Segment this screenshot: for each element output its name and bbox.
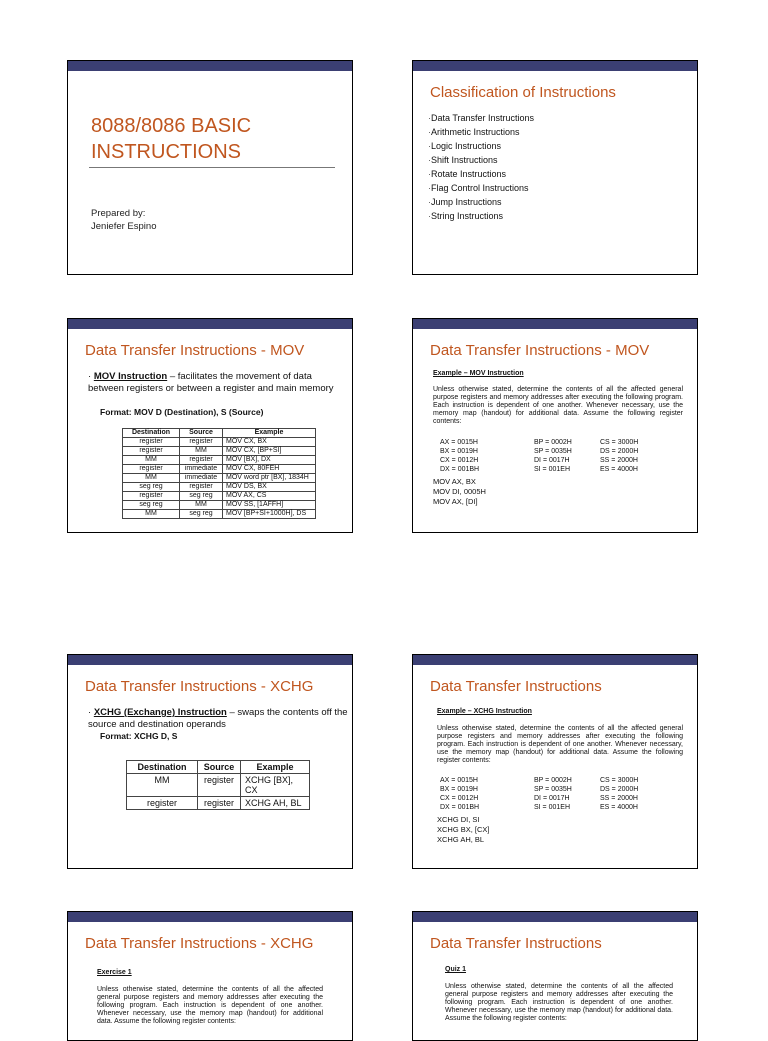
mov-term: MOV Instruction — [93, 371, 168, 382]
cell: XCHG [BX], CX — [241, 774, 310, 797]
cell: register — [123, 438, 180, 447]
register-value: BX = 0019H — [440, 448, 478, 455]
register-value: CX = 0012H — [440, 457, 479, 464]
cell: register — [180, 456, 223, 465]
cell: immediate — [180, 465, 223, 474]
cell: MM — [180, 447, 223, 456]
classification-list — [428, 111, 534, 223]
list-item: · Rotate Instructions — [428, 167, 534, 181]
mov-description: · MOV Instruction – facilitates the movement of data between registers or between a register and main memory — [88, 371, 334, 394]
register-value: SP = 0035H — [534, 786, 572, 793]
cell: seg reg — [180, 492, 223, 501]
table-row — [123, 447, 316, 456]
cell: MOV CX, [BP+SI] — [223, 447, 316, 456]
register-value: DI = 0017H — [534, 457, 570, 464]
register-value: BX = 0019H — [440, 786, 478, 793]
main-title — [91, 113, 251, 165]
register-col-1 — [440, 438, 479, 474]
exercise-heading: Exercise 1 — [97, 969, 132, 976]
cell: register — [198, 774, 241, 797]
col-header: Example — [241, 761, 310, 774]
example-heading: Example – MOV Instruction — [433, 370, 524, 377]
cell: register — [180, 483, 223, 492]
prepared-by-label: Prepared by: — [91, 208, 146, 219]
cell: register — [180, 438, 223, 447]
table-row — [123, 501, 316, 510]
register-value: DI = 0017H — [534, 795, 570, 802]
table-row — [127, 797, 310, 810]
register-value: AX = 0015H — [440, 439, 478, 446]
register-value: SP = 0035H — [534, 448, 572, 455]
instruction-list — [433, 477, 486, 507]
slide-title-text: Data Transfer Instructions - XCHG — [85, 935, 314, 952]
mov-desc-text: – facilitates the movement of data between registers or between a register and main memory — [88, 371, 334, 394]
cell: MM — [123, 474, 180, 483]
cell: immediate — [180, 474, 223, 483]
slide-xchg-example — [412, 654, 698, 869]
register-col-1 — [440, 776, 479, 812]
xchg-table — [126, 760, 310, 810]
table-row — [127, 774, 310, 797]
slide-title-text: Data Transfer Instructions - MOV — [85, 342, 305, 359]
table-row — [123, 483, 316, 492]
cell: MOV [BP+SI+1000H], DS — [223, 510, 316, 519]
slide-title-text: Data Transfer Instructions - XCHG — [85, 678, 314, 695]
register-value: SS = 2000H — [600, 457, 638, 464]
table-row — [123, 438, 316, 447]
mov-format: Format: MOV D (Destination), S (Source) — [100, 407, 264, 417]
register-col-3 — [600, 438, 638, 474]
list-item: · Data Transfer Instructions — [428, 111, 534, 125]
instruction-line: XCHG BX, [CX] — [437, 825, 490, 834]
list-item: · Shift Instructions — [428, 153, 534, 167]
author-block — [91, 207, 156, 233]
cell: register — [123, 447, 180, 456]
list-item: · Logic Instructions — [428, 139, 534, 153]
cell: register — [123, 465, 180, 474]
cell: MOV CX, 80FEH — [223, 465, 316, 474]
register-value: SI = 001EH — [534, 466, 570, 473]
table-row — [123, 456, 316, 465]
cell: XCHG AH, BL — [241, 797, 310, 810]
quiz-heading: Quiz 1 — [445, 966, 467, 973]
instruction-list — [437, 815, 490, 845]
register-value: ES = 4000H — [600, 466, 638, 473]
slide-exercise — [67, 911, 353, 1041]
slide-title-text: Data Transfer Instructions — [430, 678, 602, 695]
col-header: Source — [198, 761, 241, 774]
cell: MOV DS, BX — [223, 483, 316, 492]
main-title-line2: INSTRUCTIONS — [91, 141, 241, 163]
slide-title-text: Data Transfer Instructions — [430, 935, 602, 952]
cell: MOV [BX], DX — [223, 456, 316, 465]
col-header: Destination — [127, 761, 198, 774]
slide-mov-example — [412, 318, 698, 533]
table-row — [123, 510, 316, 519]
example-heading: Example – XCHG Instruction — [437, 708, 532, 715]
slide-title-text: Classification of Instructions — [430, 84, 616, 101]
slide-quiz — [412, 911, 698, 1041]
cell: MM — [180, 501, 223, 510]
register-value: BP = 0002H — [534, 439, 572, 446]
slide-title-text: Data Transfer Instructions - MOV — [430, 342, 650, 359]
cell: register — [198, 797, 241, 810]
register-value: DS = 2000H — [600, 786, 639, 793]
cell: seg reg — [123, 483, 180, 492]
cell: MOV CX, BX — [223, 438, 316, 447]
quiz-text: Unless otherwise stated, determine the contents of all the affected general purpose registers and memory addresses after executing the following program. Each instruction is dependent of one another. Whenever necessary, use the memory map (handout) for additional data. Assume the following register contents: — [445, 983, 673, 1022]
title-divider — [89, 167, 335, 168]
exercise-text: Unless otherwise stated, determine the contents of all the affected general purpose registers and memory addresses after executing the following program. Each instruction is dependent of one another. Whenever necessary, use the memory map (handout) for additional data. Assume the following register contents: — [97, 986, 323, 1025]
register-value: SI = 001EH — [534, 804, 570, 811]
register-value: BP = 0002H — [534, 777, 572, 784]
list-item: · Arithmetic Instructions — [428, 125, 534, 139]
cell: MM — [123, 510, 180, 519]
instruction-line: MOV AX, [DI] — [433, 497, 478, 506]
table-header-row — [123, 429, 316, 438]
cell: register — [123, 492, 180, 501]
register-value: CS = 3000H — [600, 777, 639, 784]
table-row — [123, 465, 316, 474]
col-header: Source — [180, 429, 223, 438]
register-value: SS = 2000H — [600, 795, 638, 802]
main-title-line1: 8088/8086 BASIC — [91, 115, 252, 137]
author-name: Jeniefer Espino — [91, 221, 157, 232]
cell: MOV AX, CS — [223, 492, 316, 501]
list-item: · Flag Control Instructions — [428, 181, 534, 195]
register-value: DX = 001BH — [440, 804, 480, 811]
col-header: Example — [223, 429, 316, 438]
example-text: Unless otherwise stated, determine the contents of all the affected general purpose registers and memory addresses after executing the following program. Each instruction is dependent of one another. Whenever necessary, use the memory map (handout) for additional data. Assume the following register contents: — [433, 386, 683, 425]
cell: MOV word ptr [BX], 1834H — [223, 474, 316, 483]
register-col-2 — [534, 438, 572, 474]
cell: MM — [123, 456, 180, 465]
register-col-2 — [534, 776, 572, 812]
xchg-term: XCHG (Exchange) Instruction — [93, 707, 227, 718]
slide-xchg-definition — [67, 654, 353, 869]
slide-classification — [412, 60, 698, 275]
cell: seg reg — [180, 510, 223, 519]
table-header-row — [127, 761, 310, 774]
mov-table — [122, 428, 316, 519]
xchg-desc-text: – swaps the contents off the source and destination operands — [88, 707, 348, 730]
register-value: DX = 001BH — [440, 466, 480, 473]
register-value: CX = 0012H — [440, 795, 479, 802]
example-text: Unless otherwise stated, determine the contents of all the affected general purpose registers and memory addresses after executing the following program. Each instruction is dependent of one another. Whenever necessary, use the memory map (handout) for additional data. Assume the following register contents: — [437, 725, 683, 764]
slide-title — [67, 60, 353, 275]
instruction-line: XCHG DI, SI — [437, 815, 480, 824]
register-value: DS = 2000H — [600, 448, 639, 455]
table-row — [123, 474, 316, 483]
register-value: ES = 4000H — [600, 804, 638, 811]
instruction-line: XCHG AH, BL — [437, 835, 485, 844]
instruction-line: MOV DI, 0005H — [433, 487, 486, 496]
register-value: AX = 0015H — [440, 777, 478, 784]
table-row — [123, 492, 316, 501]
register-value: CS = 3000H — [600, 439, 639, 446]
cell: MM — [127, 774, 198, 797]
cell: seg reg — [123, 501, 180, 510]
xchg-format: Format: XCHG D, S — [100, 731, 178, 741]
xchg-description: · XCHG (Exchange) Instruction – swaps the contents off the source and destination operands — [88, 707, 348, 730]
register-col-3 — [600, 776, 638, 812]
list-item: · String Instructions — [428, 209, 534, 223]
list-item: · Jump Instructions — [428, 195, 534, 209]
cell: MOV SS, [1AFFH] — [223, 501, 316, 510]
slide-mov-definition — [67, 318, 353, 533]
instruction-line: MOV AX, BX — [433, 477, 476, 486]
cell: register — [127, 797, 198, 810]
col-header: Destination — [123, 429, 180, 438]
